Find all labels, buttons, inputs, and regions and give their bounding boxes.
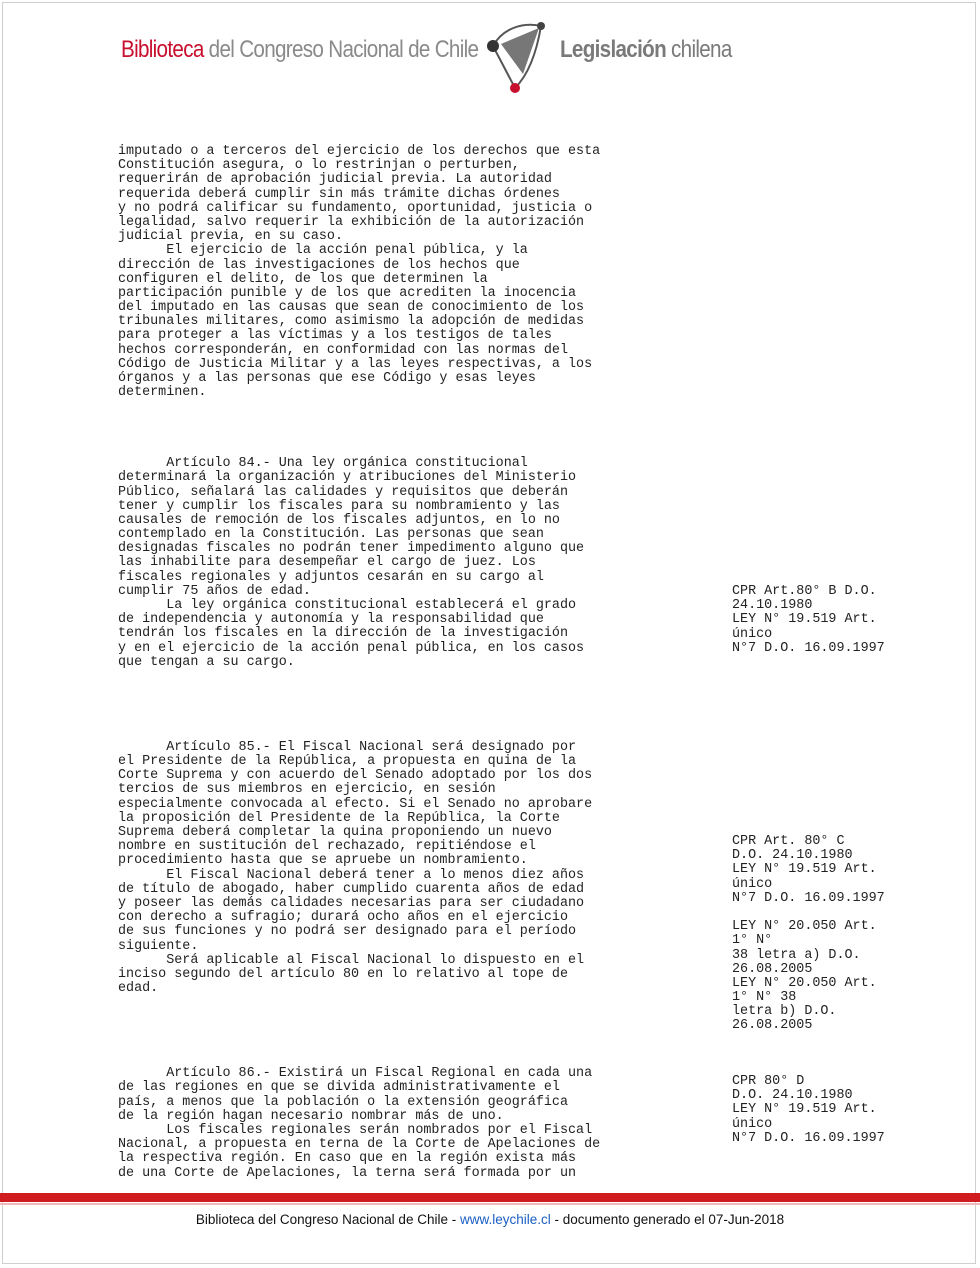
- footer-divider: [0, 1203, 980, 1205]
- text-line: imputado o a terceros del ejercicio de los derechos que esta: [118, 144, 601, 159]
- text-line: judicial previa, en su caso.: [118, 229, 343, 245]
- text-line: El Fiscal Nacional deberá tener a lo menos diez años: [118, 867, 585, 883]
- text-line: país, a menos que la población o la extensión geográfica: [118, 1094, 568, 1110]
- text-line: el Presidente de la República, a propuesta en quina de la: [118, 754, 577, 770]
- text-line: siguiente.: [118, 938, 199, 954]
- text-line: para proteger a las víctimas y a los testigos de tales: [118, 328, 552, 344]
- text-line: determinen.: [118, 385, 207, 401]
- side-note-line: letra b) D.O.: [732, 1004, 837, 1020]
- text-line: designadas fiscales no podrán tener impedimento alguno que: [118, 541, 585, 557]
- footer-prefix: Biblioteca del Congreso Nacional de Chile -: [195, 1212, 460, 1227]
- side-note-line: único: [732, 876, 773, 892]
- bcn-logo-icon: [479, 16, 553, 94]
- text-line: [118, 727, 718, 741]
- text-line: procedimiento hasta que se apruebe un nombramiento.: [118, 853, 528, 869]
- text-line: requerirán de aprobación judicial previa. La autoridad: [118, 172, 552, 188]
- brand-right-part-2: chilena: [665, 36, 732, 63]
- text-line: que tengan a su cargo.: [118, 654, 295, 670]
- text-line: cumplir 75 años de edad.: [118, 583, 311, 599]
- text-line: Los fiscales regionales serán nombrados por el Fiscal: [118, 1122, 593, 1138]
- text-line: fiscales regionales y adjuntos cesarán en su cargo al: [118, 569, 544, 585]
- text-line: tener y cumplir los fiscales para su nombramiento y las: [118, 498, 560, 514]
- brand-left-part-2: del Congreso Nacional de Chile: [203, 36, 479, 63]
- text-line: la respectiva región. En caso que en la región exista más: [118, 1151, 577, 1167]
- text-line: [118, 443, 718, 457]
- text-line: y en el ejercicio de la acción penal pública, en los casos: [118, 640, 585, 656]
- side-note-line: 26.08.2005: [732, 1018, 813, 1034]
- text-line: inciso segundo del artículo 80 en lo relativo al tope de: [118, 966, 568, 982]
- text-line: de sus funciones y no podrá ser designado para el período: [118, 924, 577, 940]
- text-line: Artículo 84.- Una ley orgánica constitucional: [118, 456, 528, 472]
- text-line: nombre en sustitución del rechazado, repitiéndose el: [118, 839, 536, 855]
- text-line: [118, 713, 718, 727]
- text-line: [118, 698, 718, 712]
- text-line: [118, 429, 718, 443]
- leychile-link[interactable]: www.leychile.cl: [459, 1212, 551, 1227]
- side-note-line: [732, 906, 932, 920]
- text-line: Será aplicable al Fiscal Nacional lo dispuesto en el: [118, 952, 585, 968]
- text-line: [118, 400, 718, 414]
- text-line: tendrán los fiscales en la dirección de la investigación: [118, 626, 568, 642]
- side-note-line: 1° N°: [732, 933, 773, 949]
- text-line: [118, 670, 718, 684]
- text-line: Código de Justicia Militar y a las leyes respectivas, a los: [118, 356, 593, 372]
- side-note-line: CPR 80° D: [732, 1074, 805, 1089]
- text-line: la proposición del Presidente de la República, la Corte: [118, 810, 560, 826]
- footer-suffix: - documento generado el 07-Jun-2018: [550, 1212, 785, 1227]
- text-line: de una Corte de Apelaciones, la terna será formada por un: [118, 1165, 577, 1181]
- brand-right-part-1: Legislación: [560, 36, 666, 63]
- bcn-brand-name: [121, 36, 478, 64]
- text-line: del imputado en las causas que sean de conocimiento de los: [118, 300, 585, 316]
- text-line: contemplado en la Constitución. Las personas que sean: [118, 527, 544, 543]
- text-line: de independencia y autonomía y la responsabilidad que: [118, 612, 544, 628]
- side-note-line: 38 letra a) D.O.: [732, 947, 861, 963]
- side-note-line: único: [732, 1116, 773, 1132]
- text-line: El ejercicio de la acción penal pública, y la: [118, 243, 528, 259]
- side-note-line: CPR Art. 80° C: [732, 834, 845, 849]
- text-line: Suprema deberá completar la quina proponiendo un nuevo: [118, 825, 552, 840]
- side-note-line: CPR Art.80° B D.O.: [732, 584, 877, 599]
- text-line: especialmente convocada al efecto. Si el Senado no aprobare: [118, 796, 593, 812]
- text-line: Corte Suprema y con acuerdo del Senado adoptado por los dos: [118, 768, 593, 784]
- text-line: determinará la organización y atribuciones del Ministerio: [118, 470, 577, 486]
- main-text-column: [118, 145, 718, 1181]
- text-line: y poseer las demás calidades necesarias para ser ciudadano: [118, 895, 585, 911]
- text-line: edad.: [118, 981, 159, 997]
- text-line: y no podrá calificar su fundamento, oportunidad, justicia o: [118, 200, 593, 216]
- side-note-line: LEY N° 20.050 Art.: [732, 919, 877, 935]
- text-line: dirección de las investigaciones de los hechos que: [118, 257, 520, 273]
- side-note-line: LEY N° 19.519 Art.: [732, 612, 877, 628]
- text-line: de la región hagan necesario nombrar más de uno.: [118, 1108, 504, 1124]
- side-note-line: 1° N° 38: [732, 990, 797, 1006]
- side-note-art-86: [732, 1075, 932, 1146]
- text-line: las inhabilite para desempeñar el cargo de juez. Los: [118, 555, 536, 571]
- text-line: [118, 1039, 718, 1053]
- side-note-art-84: [732, 585, 932, 656]
- text-line: [118, 996, 718, 1010]
- text-line: [118, 684, 718, 698]
- text-line: de las regiones en que se divida administrativamente el: [118, 1080, 560, 1096]
- side-note-line: D.O. 24.10.1980: [732, 1088, 853, 1104]
- text-line: requerida deberá cumplir sin más trámite dichas órdenes: [118, 186, 560, 202]
- footer-red-bar: [0, 1193, 980, 1202]
- text-line: Constitución asegura, o lo restrinjan o perturben,: [118, 158, 520, 174]
- text-line: Nacional, a propuesta en terna de la Corte de Apelaciones de: [118, 1137, 601, 1153]
- text-line: Artículo 86.- Existirá un Fiscal Regional en cada una: [118, 1066, 593, 1082]
- text-line: [118, 1053, 718, 1067]
- text-line: legalidad, salvo requerir la exhibición de la autorización: [118, 214, 585, 230]
- text-line: tercios de sus miembros en ejercicio, en sesión: [118, 782, 496, 798]
- text-line: [118, 1025, 718, 1039]
- side-note-art-85: [732, 835, 932, 1034]
- text-line: Artículo 85.- El Fiscal Nacional será designado por: [118, 739, 577, 755]
- text-line: de título de abogado, haber cumplido cuarenta años de edad: [118, 881, 585, 897]
- side-note-line: LEY N° 19.519 Art.: [732, 862, 877, 878]
- text-line: participación punible y de los que acrediten la inocencia: [118, 285, 577, 301]
- text-line: La ley orgánica constitucional establecerá el grado: [118, 598, 577, 613]
- page-footer: [0, 1212, 980, 1227]
- legislacion-chilena-brand: [560, 36, 732, 64]
- side-note-line: LEY N° 19.519 Art.: [732, 1102, 877, 1118]
- text-line: hechos corresponderán, en conformidad con las normas del: [118, 342, 568, 358]
- side-note-line: N°7 D.O. 16.09.1997: [732, 1130, 885, 1146]
- text-line: causales de remoción de los fiscales adjuntos, en lo no: [118, 512, 560, 528]
- text-line: configuren el delito, de los que determinen la: [118, 271, 488, 287]
- side-note-line: único: [732, 626, 773, 642]
- text-line: órganos y a las personas que ese Código y esas leyes: [118, 371, 536, 386]
- side-note-line: LEY N° 20.050 Art.: [732, 975, 877, 991]
- side-note-line: N°7 D.O. 16.09.1997: [732, 640, 885, 656]
- page-header: [0, 0, 980, 100]
- text-line: [118, 1010, 718, 1024]
- side-note-line: N°7 D.O. 16.09.1997: [732, 890, 885, 906]
- side-note-line: 24.10.1980: [732, 598, 813, 614]
- text-line: Público, señalará las calidades y requisitos que deberán: [118, 484, 568, 500]
- side-note-line: 26.08.2005: [732, 961, 813, 977]
- text-line: con derecho a sufragio; durará ocho años en el ejercicio: [118, 910, 568, 926]
- text-line: [118, 415, 718, 429]
- brand-left-part-1: Biblioteca: [121, 36, 204, 63]
- text-line: tribunales militares, como asimismo la adopción de medidas: [118, 314, 585, 330]
- side-note-line: D.O. 24.10.1980: [732, 848, 853, 864]
